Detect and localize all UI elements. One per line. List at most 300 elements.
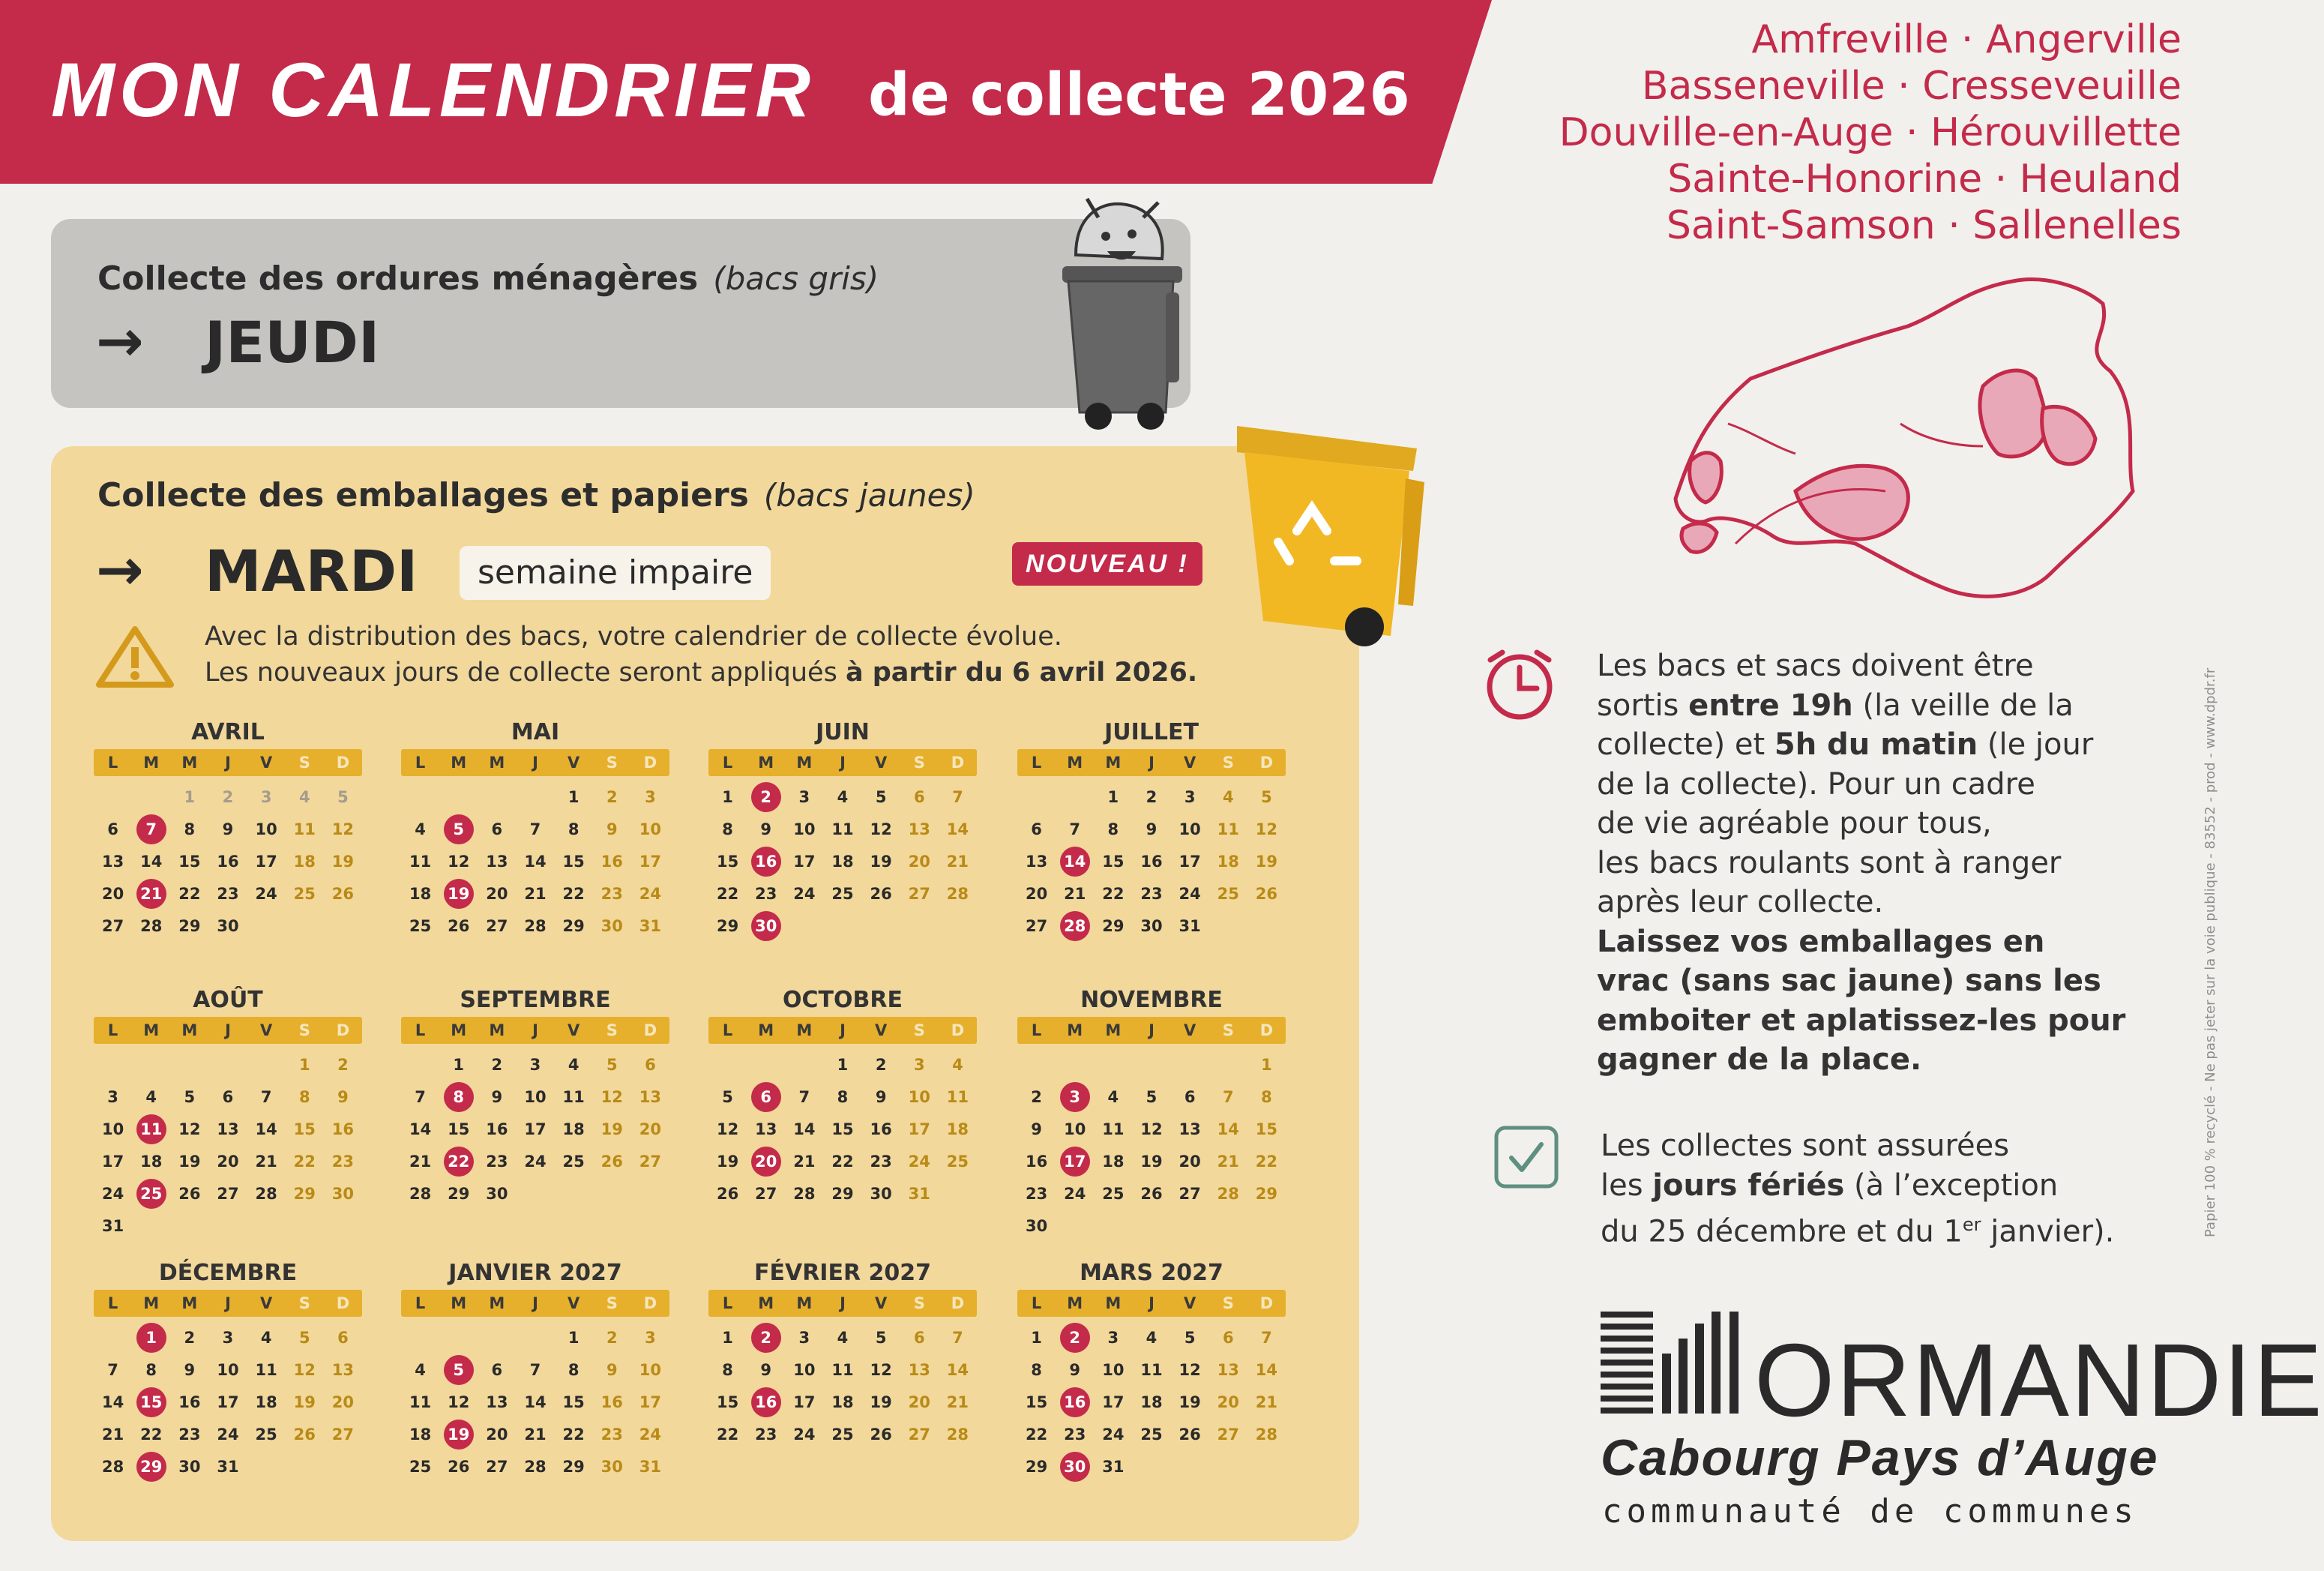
warning-text: [205, 619, 1197, 691]
day-number: 9: [1069, 1360, 1081, 1379]
weekday-header: [94, 1017, 362, 1044]
weekday-label: V: [1184, 1294, 1196, 1312]
calendar-day: [1017, 845, 1056, 877]
calendar-day: [286, 1113, 324, 1145]
calendar-day: [1094, 1113, 1132, 1145]
day-number: 23: [1140, 884, 1163, 903]
calendar-day: [1171, 1081, 1209, 1113]
day-number: 31: [1102, 1457, 1125, 1476]
day-number: 4: [1222, 787, 1234, 806]
empty-day: [247, 1048, 286, 1081]
day-number: 26: [870, 884, 892, 903]
weekday-label: M: [181, 1021, 198, 1039]
calendar-day: [593, 813, 631, 845]
calendar-day: [1209, 1113, 1247, 1145]
calendar-day: [132, 1354, 170, 1386]
day-number: 3: [645, 787, 656, 806]
day-number: 24: [793, 884, 816, 903]
day-number: 18: [831, 852, 854, 871]
day-number: 28: [1060, 911, 1090, 941]
day-number: 4: [1146, 1328, 1158, 1347]
days-grid: [1017, 1321, 1286, 1483]
day-number: 14: [409, 1120, 432, 1138]
calendar-day: [208, 1145, 247, 1177]
day-number: 25: [1140, 1425, 1163, 1444]
calendar-day: [555, 1450, 593, 1483]
day-number: 7: [798, 1087, 810, 1106]
day-number: 9: [875, 1087, 887, 1106]
day-number: 5: [875, 787, 887, 806]
collection-day: [747, 781, 785, 813]
day-number: 24: [101, 1184, 124, 1203]
month-name: JUILLET: [1104, 719, 1199, 745]
day-number: 10: [639, 820, 662, 838]
calendar-day: [1094, 910, 1132, 942]
day-number: 18: [1140, 1393, 1163, 1411]
day-number: 27: [217, 1184, 239, 1203]
day-number: 24: [793, 1425, 816, 1444]
collection-day: [439, 813, 478, 845]
calendar-day: [593, 1321, 631, 1354]
day-number: 10: [639, 1360, 662, 1379]
calendar-day: [401, 1354, 439, 1386]
weekday-label: M: [489, 1294, 505, 1312]
calendar-day: [747, 877, 785, 910]
calendar-day: [94, 845, 132, 877]
month-name: MAI: [511, 719, 560, 745]
empty-day: [478, 781, 516, 813]
weekday-label: S: [606, 754, 618, 772]
info-line-text: sortis: [1597, 688, 1689, 723]
weekday-label: L: [1031, 1294, 1042, 1312]
weekday-label: V: [875, 754, 888, 772]
calendar-day: [785, 1081, 823, 1113]
day-number: 26: [1178, 1425, 1201, 1444]
calendar-day: [1132, 877, 1170, 910]
calendar-day: [939, 1418, 977, 1450]
calendar-day: [862, 781, 900, 813]
day-number: 21: [1255, 1393, 1278, 1411]
calendar-day: [286, 1321, 324, 1354]
calendar-day: [900, 781, 939, 813]
day-number: 23: [217, 884, 239, 903]
calendar-day: [631, 1321, 669, 1354]
day-number: 25: [255, 1425, 277, 1444]
weekday-header: [401, 1290, 669, 1317]
calendar-day: [555, 1418, 593, 1450]
calendar-day: [1056, 1418, 1094, 1450]
info-bold-line: emboiter et aplatissez-les pour: [1597, 1003, 2126, 1038]
calendar-day: [593, 1145, 631, 1177]
calendar-day: [94, 813, 132, 845]
commune-line: Amfreville · Angerville: [1751, 17, 2182, 62]
day-number: 10: [1064, 1120, 1086, 1138]
collection-day: [132, 877, 170, 910]
day-number: 22: [831, 1152, 854, 1171]
day-number: 23: [486, 1152, 508, 1171]
calendar-day: [555, 845, 593, 877]
day-number: 19: [444, 879, 474, 909]
packaging-bin-type: (bacs jaunes): [763, 477, 975, 514]
calendar-day: [823, 1048, 861, 1081]
calendar-day: [631, 1418, 669, 1450]
weekday-label: D: [336, 754, 350, 772]
day-number: 19: [331, 852, 355, 871]
calendar-day: [1247, 1113, 1286, 1145]
weekday-label: M: [1067, 1294, 1083, 1312]
day-number: 6: [491, 1360, 503, 1379]
day-number: 21: [255, 1152, 277, 1171]
month-name: DÉCEMBRE: [158, 1260, 298, 1286]
day-number: 15: [831, 1120, 854, 1138]
calendar-day: [1132, 910, 1170, 942]
calendar-day: [247, 1081, 286, 1113]
day-number: 19: [870, 1393, 892, 1411]
calendar-day: [747, 1113, 785, 1145]
day-number: 10: [217, 1360, 239, 1379]
day-number: 3: [645, 1328, 656, 1347]
day-number: 5: [1146, 1087, 1158, 1106]
weekday-label: M: [143, 1294, 160, 1312]
day-number: 26: [178, 1184, 201, 1203]
collection-day: [132, 813, 170, 845]
day-number: 21: [1064, 884, 1086, 903]
calendar-day: [939, 1048, 977, 1081]
day-number: 24: [217, 1425, 239, 1444]
empty-day: [747, 1048, 785, 1081]
day-number: 24: [639, 1425, 662, 1444]
calendar-day: [823, 781, 861, 813]
empty-day: [94, 1048, 132, 1081]
days-grid: [708, 1321, 977, 1450]
day-number: 27: [639, 1152, 662, 1171]
day-number: 8: [145, 1360, 157, 1379]
calendar-day: [900, 813, 939, 845]
calendar-day: [516, 845, 554, 877]
calendar-day: [708, 845, 747, 877]
calendar-day: [747, 1354, 785, 1386]
calendar-day: [478, 845, 516, 877]
calendar-day: [516, 1048, 554, 1081]
calendar-day: [785, 1321, 823, 1354]
packaging-day: MARDI: [205, 538, 418, 604]
calendar-day: [862, 877, 900, 910]
day-number: 19: [293, 1393, 316, 1411]
day-number: 22: [716, 884, 739, 903]
collection-day: [439, 1418, 478, 1450]
weekday-label: V: [1184, 1021, 1196, 1039]
info-bold-line: Laissez vos emballages en: [1597, 924, 2045, 959]
collection-day: [747, 1081, 785, 1113]
day-number: 10: [101, 1120, 124, 1138]
day-number: 8: [837, 1087, 849, 1106]
commune-line: Basseneville · Cresseveuille: [1641, 64, 2182, 109]
calendar-day: [708, 877, 747, 910]
territory-map: [1661, 274, 2140, 619]
calendar-day: [1209, 845, 1247, 877]
day-number: 17: [524, 1120, 547, 1138]
weekday-header: [94, 1290, 362, 1317]
calendar-day: [1171, 845, 1209, 877]
calendar-day: [1247, 845, 1286, 877]
calendar-day: [785, 1418, 823, 1450]
day-number: 25: [562, 1152, 585, 1171]
calendar-day: [439, 1113, 478, 1145]
week-parity-badge: semaine impaire: [460, 546, 771, 600]
weekday-label: L: [722, 1021, 733, 1039]
empty-day: [132, 781, 170, 813]
info-line-text: collecte) et: [1597, 727, 1774, 762]
calendar-day: [862, 1081, 900, 1113]
day-number: 13: [217, 1120, 239, 1138]
calendar-day: [939, 781, 977, 813]
day-number: 9: [337, 1087, 349, 1106]
calendar-day: [1209, 1321, 1247, 1354]
day-number: 21: [409, 1152, 432, 1171]
calendar-day: [593, 1113, 631, 1145]
calendar-day: [170, 1354, 208, 1386]
calendar-day: [1056, 1113, 1094, 1145]
calendar-day: [631, 1145, 669, 1177]
weekday-label: L: [107, 754, 118, 772]
calendar-day: [900, 1418, 939, 1450]
logo-community: communauté de communes: [1602, 1492, 2138, 1531]
calendar-day: [900, 1354, 939, 1386]
calendar-day: [785, 1386, 823, 1418]
calendar-day: [593, 1386, 631, 1418]
calendar-day: [939, 877, 977, 910]
day-number: 18: [946, 1120, 969, 1138]
weekday-label: L: [1031, 754, 1042, 772]
logo-subtitle: Cabourg Pays d’Auge: [1601, 1429, 2159, 1486]
weekday-label: M: [1105, 1021, 1122, 1039]
day-number: 16: [178, 1393, 201, 1411]
day-number: 24: [908, 1152, 930, 1171]
calendar-day: [1132, 1113, 1170, 1145]
day-number: 1: [1107, 787, 1119, 806]
day-number: 29: [562, 1457, 585, 1476]
calendar-day: [1094, 1145, 1132, 1177]
day-number: 9: [491, 1087, 503, 1106]
calendar-day: [208, 910, 247, 942]
day-number: 5: [1184, 1328, 1196, 1347]
calendar-day: [1171, 1418, 1209, 1450]
calendar-day: [939, 1354, 977, 1386]
calendar-day: [170, 781, 208, 813]
calendar-day: [785, 1145, 823, 1177]
day-number: 21: [946, 852, 969, 871]
day-number: 28: [1255, 1425, 1278, 1444]
calendar-day: [170, 1386, 208, 1418]
empty-day: [439, 1321, 478, 1354]
day-number: 29: [448, 1184, 470, 1203]
day-number: 13: [908, 1360, 930, 1379]
weekday-label: J: [840, 754, 846, 772]
day-number: 17: [639, 1393, 662, 1411]
clock-icon: [1475, 646, 1564, 721]
day-number: 11: [1140, 1360, 1163, 1379]
info-line: de vie agréable pour tous,: [1597, 806, 1992, 841]
day-number: 10: [908, 1087, 930, 1106]
day-number: 25: [136, 1179, 166, 1209]
calendar-day: [1094, 1321, 1132, 1354]
calendar-day: [823, 1081, 861, 1113]
day-number: 8: [1031, 1360, 1042, 1379]
calendar-day: [939, 1145, 977, 1177]
day-number: 17: [1060, 1147, 1090, 1177]
collection-day: [747, 1386, 785, 1418]
weekday-label: D: [951, 1021, 965, 1039]
day-number: 3: [222, 1328, 234, 1347]
day-number: 2: [222, 787, 234, 806]
day-number: 13: [101, 852, 124, 871]
day-number: 30: [1060, 1452, 1090, 1482]
collection-day: [132, 1321, 170, 1354]
collection-day: [747, 1145, 785, 1177]
month-name: AOÛT: [193, 987, 263, 1013]
month-calendar: [94, 984, 362, 1242]
weekday-label: J: [1149, 1294, 1155, 1312]
day-number: 19: [600, 1120, 623, 1138]
day-number: 15: [562, 1393, 585, 1411]
empty-day: [170, 1048, 208, 1081]
days-grid: [401, 781, 669, 942]
day-number: 1: [298, 1055, 310, 1074]
month-calendar: [401, 1257, 669, 1483]
calendar-day: [1209, 1081, 1247, 1113]
day-number: 17: [793, 1393, 816, 1411]
day-number: 9: [606, 820, 618, 838]
day-number: 22: [1255, 1152, 1278, 1171]
calendar-day: [593, 845, 631, 877]
day-number: 8: [444, 1082, 474, 1112]
calendar-day: [900, 845, 939, 877]
calendar-day: [478, 1354, 516, 1386]
calendar-day: [939, 1113, 977, 1145]
day-number: 25: [409, 1457, 432, 1476]
calendar-day: [132, 1081, 170, 1113]
holidays-line: Les collectes sont assurées: [1601, 1129, 2010, 1163]
day-number: 1: [136, 1323, 166, 1353]
day-number: 24: [255, 884, 277, 903]
day-number: 12: [293, 1360, 316, 1379]
day-number: 7: [1261, 1328, 1272, 1347]
calendar-day: [823, 1177, 861, 1210]
empty-day: [1056, 781, 1094, 813]
calendar-day: [1017, 910, 1056, 942]
calendar-day: [401, 1081, 439, 1113]
day-number: 10: [793, 820, 816, 838]
day-number: 22: [1025, 1425, 1048, 1444]
collection-day: [132, 1386, 170, 1418]
weekday-header: [1017, 1017, 1286, 1044]
day-number: 14: [524, 1393, 547, 1411]
household-waste-day: JEUDI: [205, 309, 380, 376]
weekday-label: L: [722, 754, 733, 772]
empty-day: [1094, 1048, 1132, 1081]
weekday-header: [401, 749, 669, 776]
calendar-day: [555, 1321, 593, 1354]
weekday-label: S: [1222, 1021, 1234, 1039]
day-number: 6: [1031, 820, 1042, 838]
empty-day: [516, 1321, 554, 1354]
day-number: 16: [751, 847, 781, 877]
calendar-day: [208, 1113, 247, 1145]
day-number: 14: [1217, 1120, 1239, 1138]
day-number: 23: [600, 884, 623, 903]
calendar-day: [324, 1418, 362, 1450]
calendar-day: [555, 1113, 593, 1145]
weekday-label: J: [225, 754, 231, 772]
day-number: 14: [1255, 1360, 1278, 1379]
calendar-day: [324, 845, 362, 877]
day-number: 9: [760, 1360, 772, 1379]
day-number: 2: [606, 1328, 618, 1347]
calendar-day: [516, 1354, 554, 1386]
day-number: 14: [524, 852, 547, 871]
calendar-day: [324, 1321, 362, 1354]
weekday-label: S: [1222, 1294, 1234, 1312]
calendar-day: [1094, 1450, 1132, 1483]
day-number: 22: [140, 1425, 163, 1444]
day-number: 6: [222, 1087, 234, 1106]
page-subtitle: de collecte 2026: [868, 61, 1410, 129]
day-number: 18: [293, 852, 316, 871]
calendar-day: [94, 1418, 132, 1450]
day-number: 1: [184, 787, 196, 806]
calendar-day: [747, 1418, 785, 1450]
calendar-day: [785, 1354, 823, 1386]
day-number: 27: [486, 1457, 508, 1476]
day-number: 14: [946, 1360, 969, 1379]
day-number: 4: [260, 1328, 272, 1347]
weekday-label: L: [415, 754, 426, 772]
day-number: 3: [1060, 1082, 1090, 1112]
day-number: 20: [1025, 884, 1048, 903]
day-number: 20: [101, 884, 124, 903]
calendar-day: [1017, 1418, 1056, 1450]
calendar-day: [708, 1321, 747, 1354]
calendar-day: [1171, 1113, 1209, 1145]
month-name: FÉVRIER 2027: [753, 1260, 931, 1286]
empty-day: [1132, 1048, 1170, 1081]
calendar-day: [170, 1321, 208, 1354]
calendar-day: [132, 1145, 170, 1177]
calendar-day: [1209, 781, 1247, 813]
calendar-day: [1247, 877, 1286, 910]
day-number: 22: [562, 1425, 585, 1444]
weekday-label: M: [451, 1294, 467, 1312]
day-number: 23: [331, 1152, 355, 1171]
calendar-day: [286, 781, 324, 813]
day-number: 13: [486, 852, 508, 871]
calendar-day: [708, 1113, 747, 1145]
day-number: 13: [1178, 1120, 1201, 1138]
calendar-day: [823, 1113, 861, 1145]
calendar-day: [1017, 1145, 1056, 1177]
communes-list: [1559, 16, 2182, 249]
weekday-label: M: [1105, 1294, 1122, 1312]
calendar-day: [286, 1177, 324, 1210]
day-number: 29: [1255, 1184, 1278, 1203]
day-number: 31: [217, 1457, 239, 1476]
calendar-day: [785, 813, 823, 845]
calendar-day: [208, 1177, 247, 1210]
calendar-day: [631, 781, 669, 813]
weekday-label: S: [913, 754, 925, 772]
day-number: 11: [293, 820, 316, 838]
info-line: de la collecte). Pour un cadre: [1597, 766, 2035, 802]
